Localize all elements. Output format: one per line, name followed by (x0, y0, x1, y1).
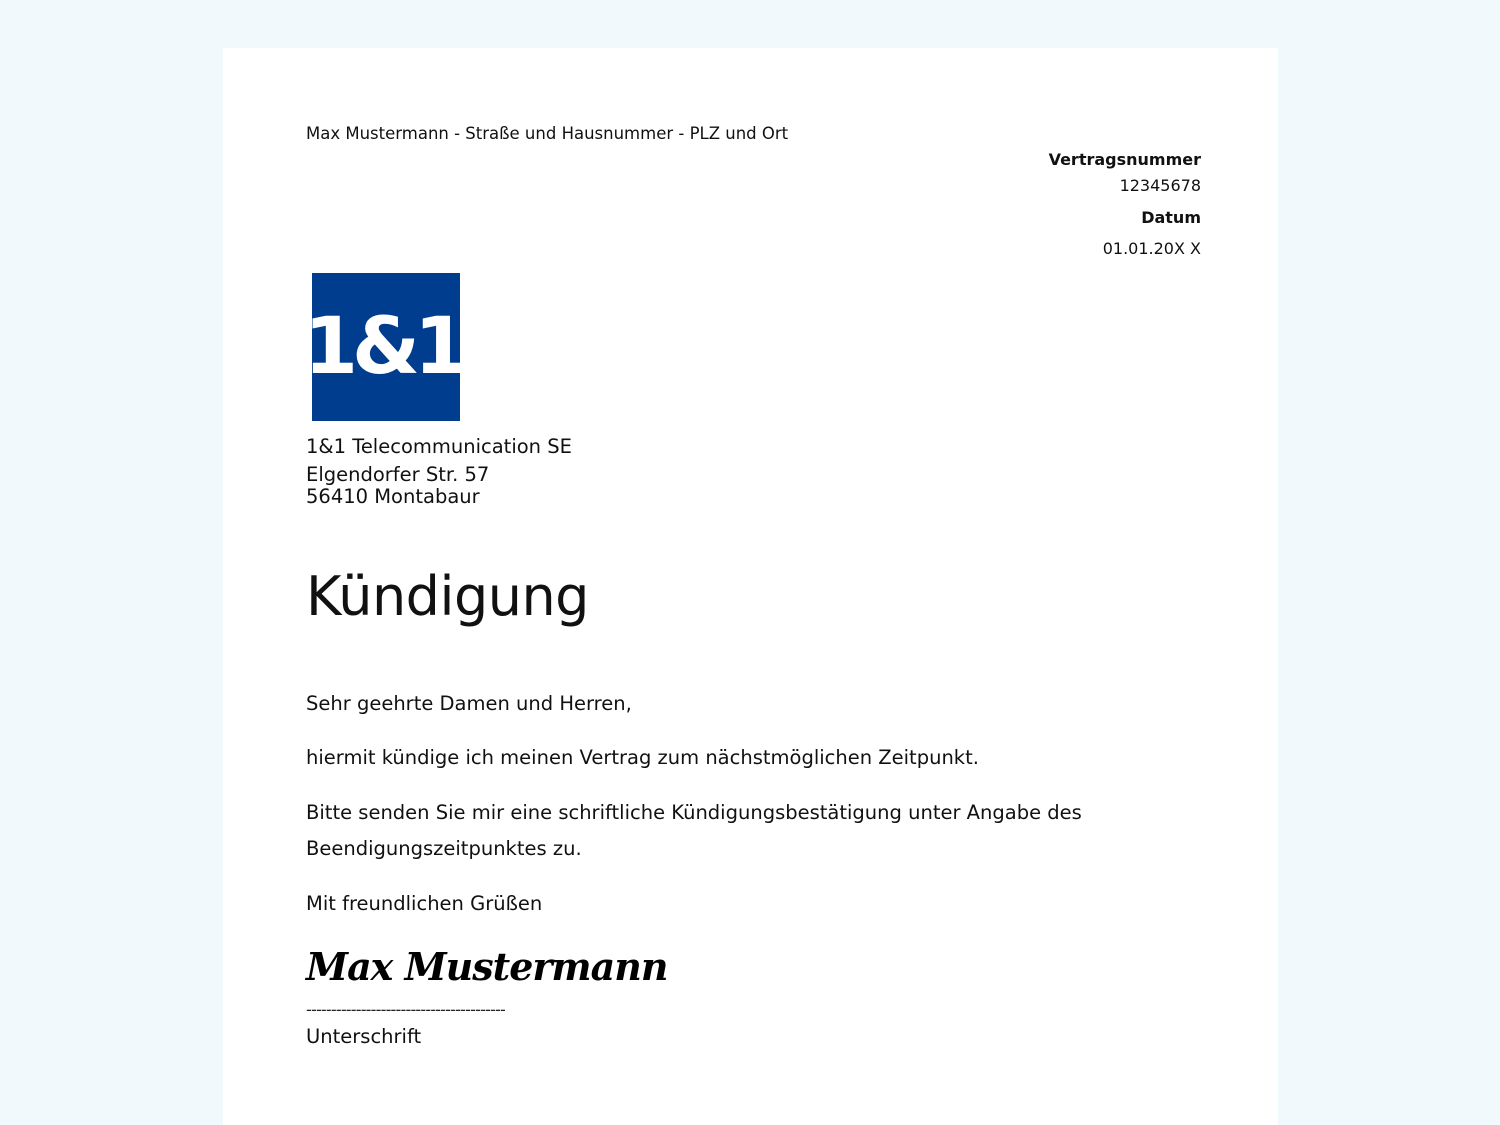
recipient-company: 1&1 Telecommunication SE (306, 435, 572, 458)
company-logo (303, 273, 463, 421)
signature-label: Unterschrift (306, 1025, 422, 1048)
letter-title: Kündigung (306, 565, 589, 628)
handwritten-signature: Max Mustermann (306, 944, 668, 989)
company-logo-text: 1&1 (303, 302, 463, 392)
date-value: 01.01.20X X (1102, 239, 1201, 258)
date-label: Datum (1141, 208, 1201, 227)
letter-page (223, 48, 1278, 1125)
salutation: Sehr geehrte Damen und Herren, (306, 692, 632, 715)
signature-line: ---------------------------------------- (306, 1000, 505, 1019)
body-paragraph-1: hiermit kündige ich meinen Vertrag zum nächstmöglichen Zeitpunkt. (306, 746, 979, 769)
contract-number-value: 12345678 (1119, 176, 1201, 195)
sender-address-line: Max Mustermann - Straße und Hausnummer - PLZ und Ort (306, 124, 789, 143)
recipient-street: Elgendorfer Str. 57 (306, 463, 490, 486)
body-paragraph-2-line-2: Beendigungszeitpunktes zu. (306, 837, 582, 860)
body-paragraph-2-line-1: Bitte senden Sie mir eine schriftliche Kündigungsbestätigung unter Angabe des (306, 801, 1082, 824)
recipient-city: 56410 Montabaur (306, 485, 480, 508)
closing-phrase: Mit freundlichen Grüßen (306, 892, 543, 915)
contract-number-label: Vertragsnummer (1048, 150, 1201, 169)
